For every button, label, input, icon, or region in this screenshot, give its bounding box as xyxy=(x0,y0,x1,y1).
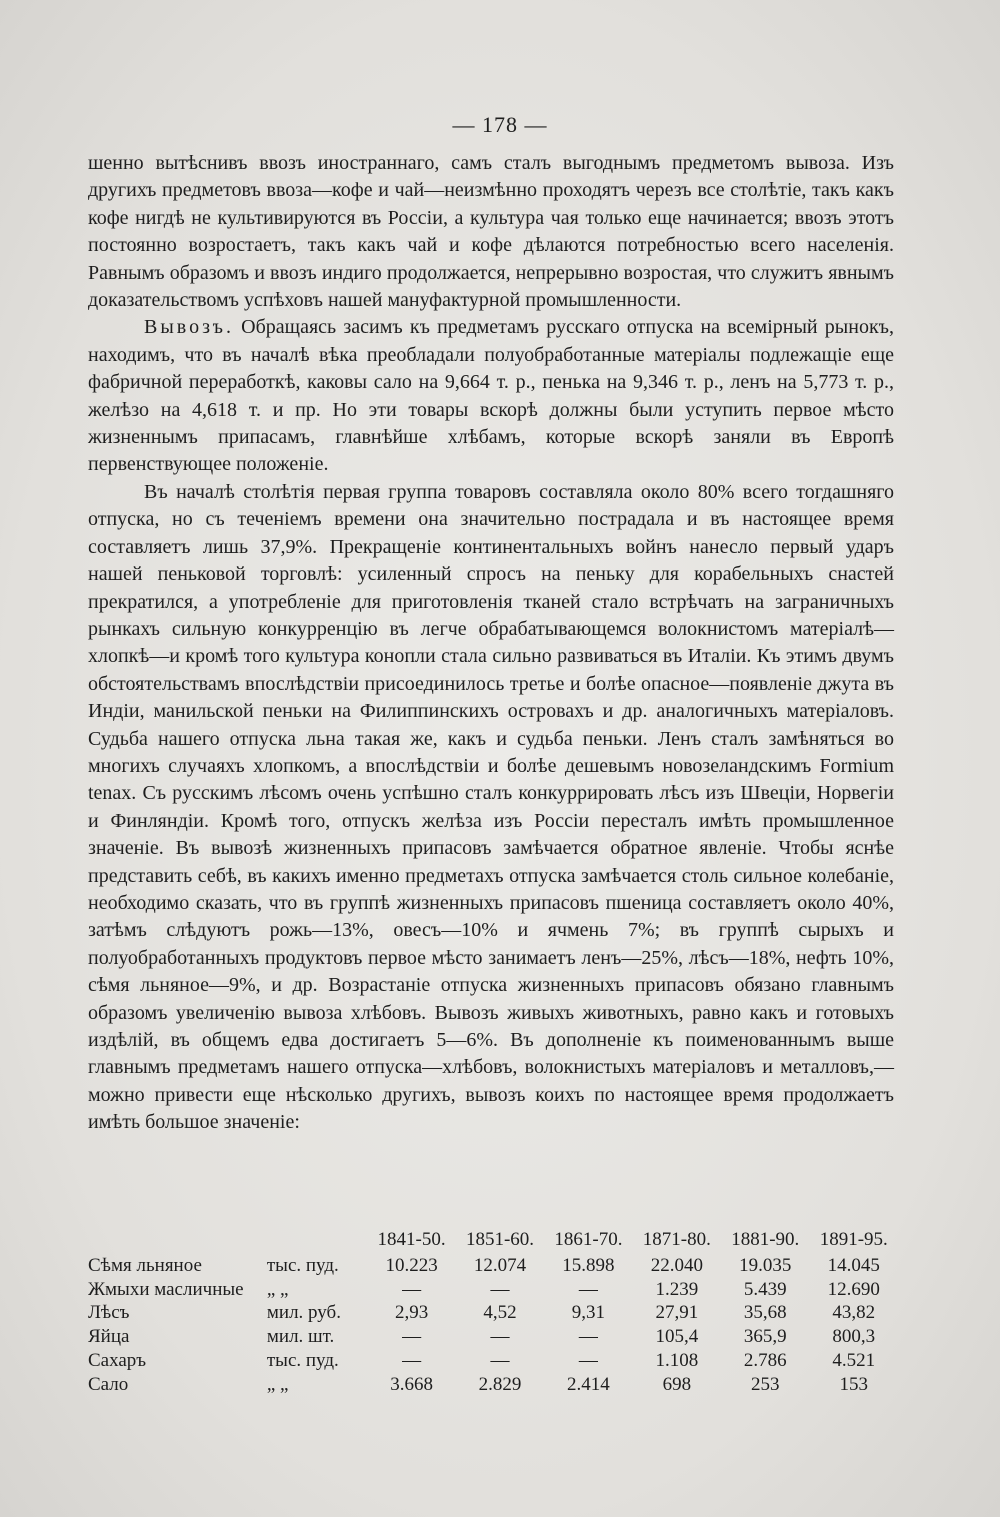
row-unit: „ „ xyxy=(266,1373,289,1395)
row-value: 15.898 xyxy=(562,1254,615,1276)
export-table xyxy=(88,1228,898,1397)
paragraph-import: шенно вытѣснивъ ввозъ иностраннаго, самъ сталъ выгоднымъ предметомъ вывоза. Изъ другихъ предметовъ ввоза—кофе и чай—неизмѣнно проходятъ черезъ все столѣтіе, такъ какъ кофе нигдѣ не культивируются въ Россіи, а культура чая только еще начинается; ввозъ этотъ постоянно возростаетъ, такъ какъ чай и кофе дѣлаются потребностью всего населенія. Равнымъ образомъ и ввозъ индиго продолжается, непрерывно возростая, что служитъ явнымъ доказательствомъ успѣховъ нашей мануфактурной промышленности. xyxy=(88,152,894,312)
row-value: — xyxy=(578,1278,598,1300)
row-value: — xyxy=(578,1326,598,1348)
row-value: 12.690 xyxy=(827,1278,880,1300)
row-name: Сѣмя льняное xyxy=(88,1254,202,1276)
row-value: 153 xyxy=(839,1373,868,1395)
table-row xyxy=(88,1325,898,1349)
row-value: 19.035 xyxy=(739,1254,792,1276)
export-heading: Вывозъ. xyxy=(144,316,234,339)
row-value: 43,82 xyxy=(832,1302,876,1324)
page-number: — 178 — xyxy=(452,112,548,137)
row-value: — xyxy=(490,1326,510,1348)
row-value: — xyxy=(402,1350,422,1372)
row-value: — xyxy=(402,1326,422,1348)
row-unit: тыс. пуд. xyxy=(266,1350,339,1372)
row-value: 253 xyxy=(751,1373,780,1395)
header-col-1871: 1871-80. xyxy=(642,1229,711,1250)
row-value: 365,9 xyxy=(743,1326,787,1348)
row-value: — xyxy=(490,1350,510,1372)
export-table-grid xyxy=(88,1228,898,1397)
body-text xyxy=(88,150,894,1137)
table-row xyxy=(88,1349,898,1373)
row-value: 1.239 xyxy=(655,1278,699,1300)
row-value: 800,3 xyxy=(832,1326,876,1348)
header-col-1861: 1861-70. xyxy=(554,1229,623,1250)
header-col-1851: 1851-60. xyxy=(465,1229,535,1250)
row-name: Лѣсъ xyxy=(88,1302,130,1324)
row-name: Яйца xyxy=(88,1326,130,1348)
row-value: 5.439 xyxy=(743,1278,787,1300)
row-value: 9,31 xyxy=(571,1302,606,1324)
row-value: 12.074 xyxy=(473,1254,527,1276)
row-unit: тыс. пуд. xyxy=(266,1254,339,1276)
row-value: 35,68 xyxy=(743,1302,787,1324)
row-value: — xyxy=(578,1350,598,1372)
row-value: 22.040 xyxy=(650,1254,703,1276)
row-value: 2.829 xyxy=(478,1373,522,1395)
paragraph-export xyxy=(88,314,894,478)
row-value: 27,91 xyxy=(655,1302,699,1324)
table-row xyxy=(88,1254,898,1278)
header-unit xyxy=(267,1228,367,1254)
row-name: Сало xyxy=(88,1373,129,1395)
table-row xyxy=(88,1278,898,1302)
table-row xyxy=(88,1373,898,1397)
row-value: 698 xyxy=(662,1373,692,1395)
row-unit: „ „ xyxy=(266,1278,289,1300)
row-value: 10.223 xyxy=(385,1254,438,1276)
row-value: 2.786 xyxy=(743,1350,787,1372)
header-col-1841: 1841-50. xyxy=(377,1229,446,1250)
table-row xyxy=(88,1302,898,1326)
row-value: 14.045 xyxy=(827,1254,880,1276)
paragraph-export-text: Обращаясь засимъ къ предметамъ русскаго отпуска на всемірный рынокъ, находимъ, что въ началѣ вѣка преобладали полуобработанные матеріалы подлежащіе еще фабричной переработкѣ, каковы сало на 9,664 т. р., пенька на 9,346 т. р., ленъ на 5,773 т. р., желѣзо на 4,618 т. и пр. Но эти товары вскорѣ должны были уступить первое мѣсто жизненнымъ припасамъ, главнѣйше хлѣбамъ, которые вскорѣ заняли въ Европѣ первенствующее положеніе. xyxy=(88,316,894,476)
row-unit: мил. руб. xyxy=(266,1302,341,1324)
row-value: 1.108 xyxy=(655,1350,699,1372)
row-value: 4,52 xyxy=(483,1302,517,1324)
row-value: — xyxy=(402,1278,422,1300)
table-header-row xyxy=(88,1228,898,1254)
header-col-1881: 1881-90. xyxy=(731,1229,800,1250)
paragraph-century: Въ началѣ столѣтія первая группа товаровъ составляла около 80% всего тогдашняго отпуска, но съ теченіемъ времени она значительно пострадала и въ настоящее время составляетъ лишь 37,9%. Прекращеніе континентальныхъ войнъ нанесло первый ударъ нашей пеньковой торговлѣ: усиленный спросъ на пеньку для корабельныхъ снастей прекратился, а употребленіе для приготовленія тканей стало встрѣчать на заграничныхъ рынкахъ сильную конкурренцію въ легче обрабатывающемся волокнистомъ матеріалѣ—хлопкѣ—и кромѣ того культура конопли стала сильно развиваться въ Италіи. Къ этимъ двумъ обстоятельствамъ впослѣдствіи присоединилось третье и болѣе опасное—появленіе джута въ Индіи, манильской пеньки на Филиппинскихъ островахъ и др. аналогичныхъ матеріаловъ. Судьба нашего отпуска льна такая же, какъ и судьба пеньки. Ленъ сталъ замѣняться во многихъ случаяхъ хлопкомъ, а впослѣдствіи и болѣе дешевымъ новозеландскимъ Formium tenax. Съ русскимъ лѣсомъ очень успѣшно сталъ конкуррировать лѣсъ изъ Швеціи, Норвегіи и Финляндіи. Кромѣ того, отпускъ желѣза изъ Россіи пересталъ имѣть промышленное значеніе. Въ вывозѣ жизненныхъ припасовъ замѣчается обратное явленіе. Чтобы яснѣе представить себѣ, въ какихъ именно предметахъ отпуска замѣчается столь сильное колебаніе, необходимо сказать, что въ группѣ жизненныхъ припасовъ пшеница составляетъ около 40%, затѣмъ слѣдуютъ рожь—13%, овесъ—10% и ячмень 7%; въ группѣ сырыхъ и полуобработанныхъ продуктовъ первое мѣсто занимаетъ ленъ—25%, лѣсъ—18%, нефть 10%, сѣмя льняное—9%, и др. Возрастаніе отпуска жизненныхъ припасовъ обязано главнымъ образомъ увеличенію вывоза хлѣбовъ. Вывозъ живыхъ животныхъ, равно какъ и готовыхъ издѣлій, въ общемъ едва достигаетъ 5—6%. Въ дополненіе къ поименованнымъ выше главнымъ предметамъ нашего отпуска—хлѣбовъ, волокнистыхъ матеріаловъ и металловъ,—можно привести еще нѣсколько другихъ, вывозъ коихъ по настоящее время продолжаетъ имѣть большое значеніе: xyxy=(88,480,894,1134)
header-col-1891: 1891-95. xyxy=(819,1229,888,1250)
row-value: 2.414 xyxy=(567,1373,610,1395)
row-value: 105,4 xyxy=(655,1326,699,1348)
row-name: Сахаръ xyxy=(88,1350,147,1372)
row-unit: мил. шт. xyxy=(266,1326,335,1348)
row-value: 4.521 xyxy=(832,1350,876,1372)
header-name xyxy=(88,1228,267,1254)
row-value: 2,93 xyxy=(394,1302,429,1324)
row-name: Жмыхи масличные xyxy=(88,1278,244,1300)
row-value: 3.668 xyxy=(390,1373,433,1395)
row-value: — xyxy=(490,1278,510,1300)
